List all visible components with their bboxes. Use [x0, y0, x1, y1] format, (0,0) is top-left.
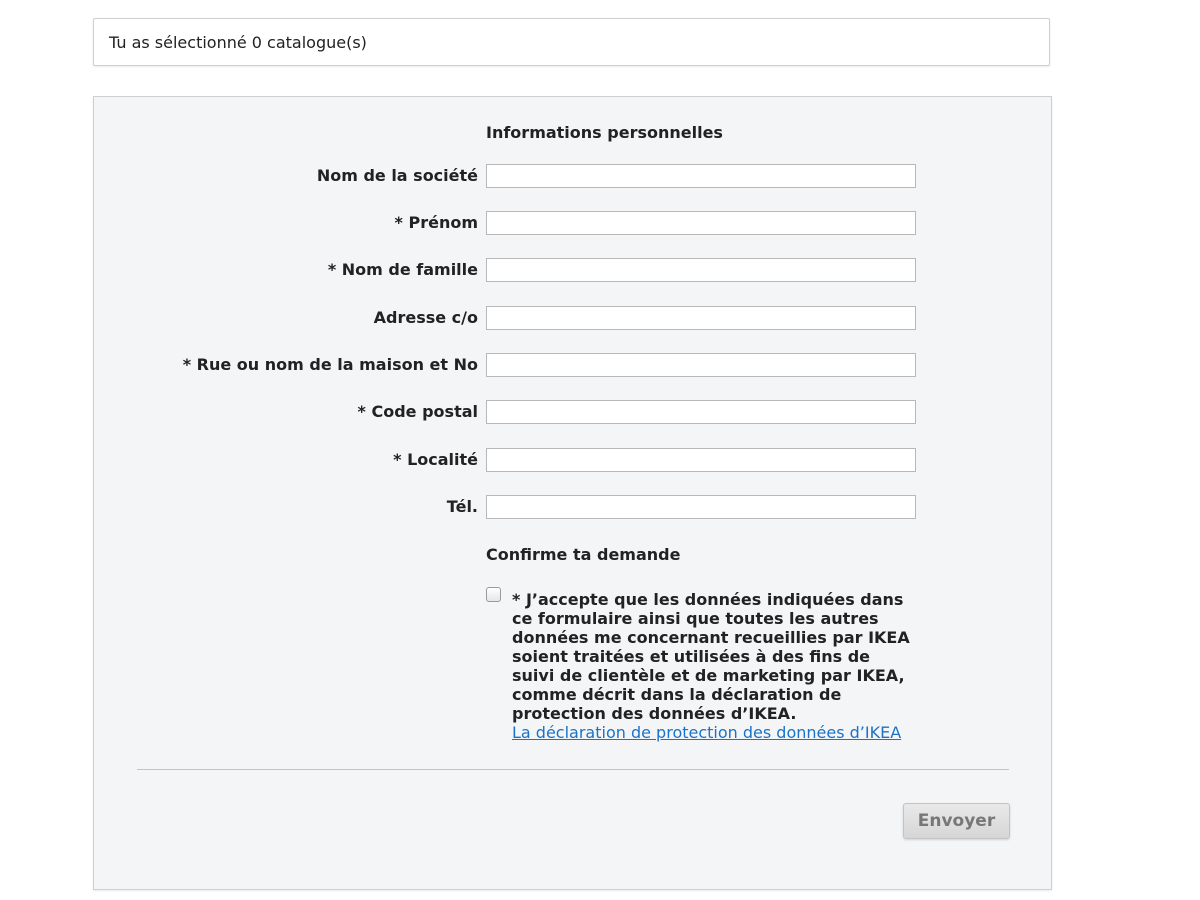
locality-input[interactable] — [486, 448, 916, 472]
first-name-label: * Prénom — [394, 213, 478, 232]
privacy-policy-link[interactable]: La déclaration de protection des données d’IKEA — [512, 723, 902, 742]
address-co-label: Adresse c/o — [373, 308, 478, 327]
personal-info-heading: Informations personnelles — [486, 123, 723, 142]
locality-label: * Localité — [393, 450, 478, 469]
submit-button[interactable]: Envoyer — [903, 803, 1010, 839]
company-name-label: Nom de la société — [316, 166, 478, 185]
company-name-input[interactable] — [486, 164, 916, 188]
field-row-address-co — [94, 306, 1053, 330]
field-row-locality — [94, 448, 1053, 472]
field-row-first-name — [94, 211, 1053, 235]
last-name-label: * Nom de famille — [327, 260, 478, 279]
field-row-last-name — [94, 258, 1053, 282]
consent-text: * J’accepte que les données indiquées dans ce formulaire ainsi que toutes les autres données me concernant recueillies par IKEA soient traitées et utilisées à des fins de suivi de clientèle et de marketing par IKEA, comme décrit dans la déclaration de protection des données d’IKEA. — [512, 590, 910, 723]
catalogue-order-form — [93, 96, 1052, 890]
field-row-company — [94, 164, 1053, 188]
field-row-phone — [94, 495, 1053, 519]
phone-label: Tél. — [446, 497, 478, 516]
street-input[interactable] — [486, 353, 916, 377]
phone-input[interactable] — [486, 495, 916, 519]
street-label: * Rue ou nom de la maison et No — [182, 355, 478, 374]
catalogue-selection-count: Tu as sélectionné 0 catalogue(s) — [109, 33, 367, 52]
field-row-postal-code — [94, 400, 1053, 424]
confirm-request-heading: Confirme ta demande — [486, 545, 681, 564]
form-divider — [137, 769, 1009, 770]
first-name-input[interactable] — [486, 211, 916, 235]
last-name-input[interactable] — [486, 258, 916, 282]
field-row-street — [94, 353, 1053, 377]
consent-checkbox[interactable] — [486, 587, 501, 602]
address-co-input[interactable] — [486, 306, 916, 330]
catalogue-selection-box — [93, 18, 1050, 66]
postal-code-label: * Code postal — [357, 402, 478, 421]
postal-code-input[interactable] — [486, 400, 916, 424]
